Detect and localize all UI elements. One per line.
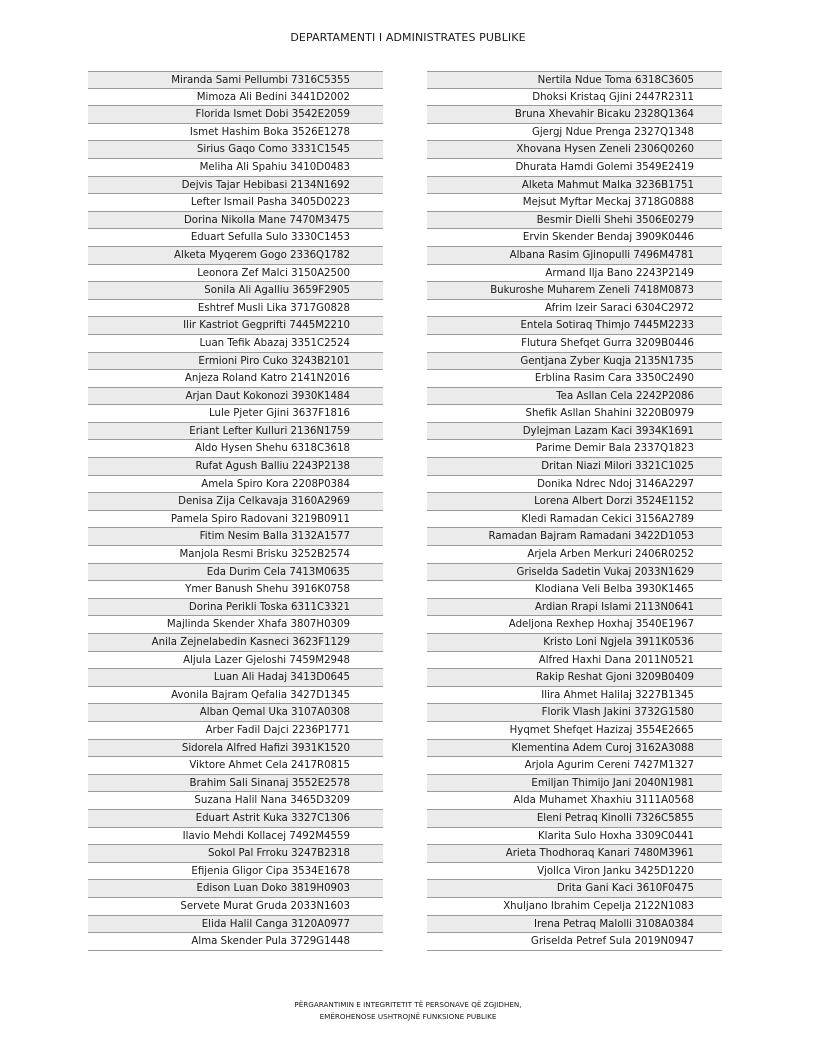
list-item: Drita Gani Kaci 3610F0475 bbox=[427, 880, 722, 898]
list-item: Dejvis Tajar Hebibasi 2134N1692 bbox=[88, 177, 383, 195]
list-item: Parime Demir Bala 2337Q1823 bbox=[427, 440, 722, 458]
list-item: Florida Ismet Dobi 3542E2059 bbox=[88, 106, 383, 124]
list-item: Alma Skender Pula 3729G1448 bbox=[88, 933, 383, 951]
list-item: Servete Murat Gruda 2033N1603 bbox=[88, 898, 383, 916]
list-item: Dhoksi Kristaq Gjini 2447R2311 bbox=[427, 89, 722, 107]
list-item: Luan Ali Hadaj 3413D0645 bbox=[88, 669, 383, 687]
list-item: Besmir Dielli Shehi 3506E0279 bbox=[427, 212, 722, 230]
list-item: Arjola Agurim Cereni 7427M1327 bbox=[427, 757, 722, 775]
list-item: Armand Ilja Bano 2243P2149 bbox=[427, 265, 722, 283]
list-item: Kristo Loni Ngjela 3911K0536 bbox=[427, 634, 722, 652]
list-item: Eleni Petraq Kinolli 7326C5855 bbox=[427, 810, 722, 828]
list-item: Klarita Sulo Hoxha 3309C0441 bbox=[427, 828, 722, 846]
list-item: Tea Asllan Cela 2242P2086 bbox=[427, 388, 722, 406]
right-name-column bbox=[427, 71, 722, 951]
list-item: Meliha Ali Spahiu 3410D0483 bbox=[88, 159, 383, 177]
list-item: Dylejman Lazam Kaci 3934K1691 bbox=[427, 423, 722, 441]
list-item: Aldo Hysen Shehu 6318C3618 bbox=[88, 440, 383, 458]
list-item: Dhurata Hamdi Golemi 3549E2419 bbox=[427, 159, 722, 177]
list-item: Ilavio Mehdi Kollacej 7492M4559 bbox=[88, 828, 383, 846]
list-item: Ardian Rrapi Islami 2113N0641 bbox=[427, 599, 722, 617]
list-item: Amela Spiro Kora 2208P0384 bbox=[88, 476, 383, 494]
list-item: Sokol Pal Frroku 3247B2318 bbox=[88, 845, 383, 863]
list-item: Brahim Sali Sinanaj 3552E2578 bbox=[88, 775, 383, 793]
list-item: Dorina Perikli Toska 6311C3321 bbox=[88, 599, 383, 617]
list-item: Avonila Bajram Qefalia 3427D1345 bbox=[88, 687, 383, 705]
list-item: Lule Pjeter Gjini 3637F1816 bbox=[88, 405, 383, 423]
list-item: Eduart Sefulla Sulo 3330C1453 bbox=[88, 229, 383, 247]
list-item: Donika Ndrec Ndoj 3146A2297 bbox=[427, 476, 722, 494]
list-item: Alban Qemal Uka 3107A0308 bbox=[88, 704, 383, 722]
list-item: Bukuroshe Muharem Zeneli 7418M0873 bbox=[427, 282, 722, 300]
left-name-column bbox=[88, 71, 383, 951]
page-title: DEPARTAMENTI I ADMINISTRATES PUBLIKE bbox=[290, 31, 526, 44]
list-item: Mimoza Ali Bedini 3441D2002 bbox=[88, 89, 383, 107]
footer-line-2: EMËROHENOSE USHTROJNË FUNKSIONE PUBLIKE bbox=[319, 1012, 497, 1021]
list-item: Manjola Resmi Brisku 3252B2574 bbox=[88, 546, 383, 564]
list-item: Entela Sotiraq Thimjo 7445M2233 bbox=[427, 317, 722, 335]
list-item: Arjan Daut Kokonozi 3930K1484 bbox=[88, 388, 383, 406]
list-item: Gjergj Ndue Prenga 2327Q1348 bbox=[427, 124, 722, 142]
list-item: Pamela Spiro Radovani 3219B0911 bbox=[88, 511, 383, 529]
list-item: Shefik Asllan Shahini 3220B0979 bbox=[427, 405, 722, 423]
list-item: Rakip Reshat Gjoni 3209B0409 bbox=[427, 669, 722, 687]
list-item: Xhuljano Ibrahim Cepelja 2122N1083 bbox=[427, 898, 722, 916]
list-item: Lefter Ismail Pasha 3405D0223 bbox=[88, 194, 383, 212]
list-item: Emiljan Thimijo Jani 2040N1981 bbox=[427, 775, 722, 793]
list-item: Sonila Ali Agalliu 3659F2905 bbox=[88, 282, 383, 300]
list-item: Adeljona Rexhep Hoxhaj 3540E1967 bbox=[427, 616, 722, 634]
list-item: Viktore Ahmet Cela 2417R0815 bbox=[88, 757, 383, 775]
list-item: Sidorela Alfred Hafizi 3931K1520 bbox=[88, 740, 383, 758]
footer-line-1: PËRGARANTIMIN E INTEGRITETIT TË PERSONAVE QË ZGJIDHEN, bbox=[294, 1000, 522, 1009]
list-item: Klodiana Veli Belba 3930K1465 bbox=[427, 581, 722, 599]
list-item: Aljula Lazer Gjeloshi 7459M2948 bbox=[88, 652, 383, 670]
list-item: Rufat Agush Balliu 2243P2138 bbox=[88, 458, 383, 476]
list-item: Eriant Lefter Kulluri 2136N1759 bbox=[88, 423, 383, 441]
list-item: Xhovana Hysen Zeneli 2306Q0260 bbox=[427, 141, 722, 159]
list-item: Ilir Kastriot Gegprifti 7445M2210 bbox=[88, 317, 383, 335]
list-item: Arieta Thodhoraq Kanari 7480M3961 bbox=[427, 845, 722, 863]
list-item: Majlinda Skender Xhafa 3807H0309 bbox=[88, 616, 383, 634]
list-item: Dritan Niazi Milori 3321C1025 bbox=[427, 458, 722, 476]
list-item: Sirius Gaqo Como 3331C1545 bbox=[88, 141, 383, 159]
list-item: Afrim Izeir Saraci 6304C2972 bbox=[427, 300, 722, 318]
list-item: Anila Zejnelabedin Kasneci 3623F1129 bbox=[88, 634, 383, 652]
list-item: Eduart Astrit Kuka 3327C1306 bbox=[88, 810, 383, 828]
list-item: Nertila Ndue Toma 6318C3605 bbox=[427, 71, 722, 89]
list-item: Ermioni Piro Cuko 3243B2101 bbox=[88, 353, 383, 371]
list-item: Gentjana Zyber Kuqja 2135N1735 bbox=[427, 353, 722, 371]
list-item: Alda Muhamet Xhaxhiu 3111A0568 bbox=[427, 792, 722, 810]
list-item: Alketa Myqerem Gogo 2336Q1782 bbox=[88, 247, 383, 265]
list-item: Klementina Adem Curoj 3162A3088 bbox=[427, 740, 722, 758]
list-item: Ismet Hashim Boka 3526E1278 bbox=[88, 124, 383, 142]
list-item: Ymer Banush Shehu 3916K0758 bbox=[88, 581, 383, 599]
list-item: Albana Rasim Gjinopulli 7496M4781 bbox=[427, 247, 722, 265]
list-item: Griselda Petref Sula 2019N0947 bbox=[427, 933, 722, 951]
list-item: Kledi Ramadan Cekici 3156A2789 bbox=[427, 511, 722, 529]
list-item: Alfred Haxhi Dana 2011N0521 bbox=[427, 652, 722, 670]
list-item: Ramadan Bajram Ramadani 3422D1053 bbox=[427, 528, 722, 546]
list-item: Arjela Arben Merkuri 2406R0252 bbox=[427, 546, 722, 564]
list-item: Lorena Albert Dorzi 3524E1152 bbox=[427, 493, 722, 511]
list-item: Suzana Halil Nana 3465D3209 bbox=[88, 792, 383, 810]
list-item: Ilira Ahmet Halilaj 3227B1345 bbox=[427, 687, 722, 705]
list-item: Griselda Sadetin Vukaj 2033N1629 bbox=[427, 564, 722, 582]
list-item: Eshtref Musli Lika 3717G0828 bbox=[88, 300, 383, 318]
list-item: Luan Tefik Abazaj 3351C2524 bbox=[88, 335, 383, 353]
list-item: Hyqmet Shefqet Hazizaj 3554E2665 bbox=[427, 722, 722, 740]
list-item: Efijenia Gligor Cipa 3534E1678 bbox=[88, 863, 383, 881]
list-item: Eda Durim Cela 7413M0635 bbox=[88, 564, 383, 582]
list-item: Erblina Rasim Cara 3350C2490 bbox=[427, 370, 722, 388]
list-item: Mejsut Myftar Meckaj 3718G0888 bbox=[427, 194, 722, 212]
list-item: Vjollca Viron Janku 3425D1220 bbox=[427, 863, 722, 881]
list-item: Miranda Sami Pellumbi 7316C5355 bbox=[88, 71, 383, 89]
list-item: Fitim Nesim Balla 3132A1577 bbox=[88, 528, 383, 546]
list-item: Ervin Skender Bendaj 3909K0446 bbox=[427, 229, 722, 247]
list-item: Dorina Nikolla Mane 7470M3475 bbox=[88, 212, 383, 230]
list-item: Anjeza Roland Katro 2141N2016 bbox=[88, 370, 383, 388]
list-item: Flutura Shefqet Gurra 3209B0446 bbox=[427, 335, 722, 353]
list-item: Denisa Zija Celkavaja 3160A2969 bbox=[88, 493, 383, 511]
list-item: Bruna Xhevahir Bicaku 2328Q1364 bbox=[427, 106, 722, 124]
list-item: Arber Fadil Dajci 2236P1771 bbox=[88, 722, 383, 740]
list-item: Alketa Mahmut Malka 3236B1751 bbox=[427, 177, 722, 195]
list-item: Florik Vlash Jakini 3732G1580 bbox=[427, 704, 722, 722]
list-item: Irena Petraq Malolli 3108A0384 bbox=[427, 916, 722, 934]
list-item: Elida Halil Canga 3120A0977 bbox=[88, 916, 383, 934]
page-footer bbox=[0, 999, 816, 1023]
list-item: Edison Luan Doko 3819H0903 bbox=[88, 880, 383, 898]
list-item: Leonora Zef Malci 3150A2500 bbox=[88, 265, 383, 283]
